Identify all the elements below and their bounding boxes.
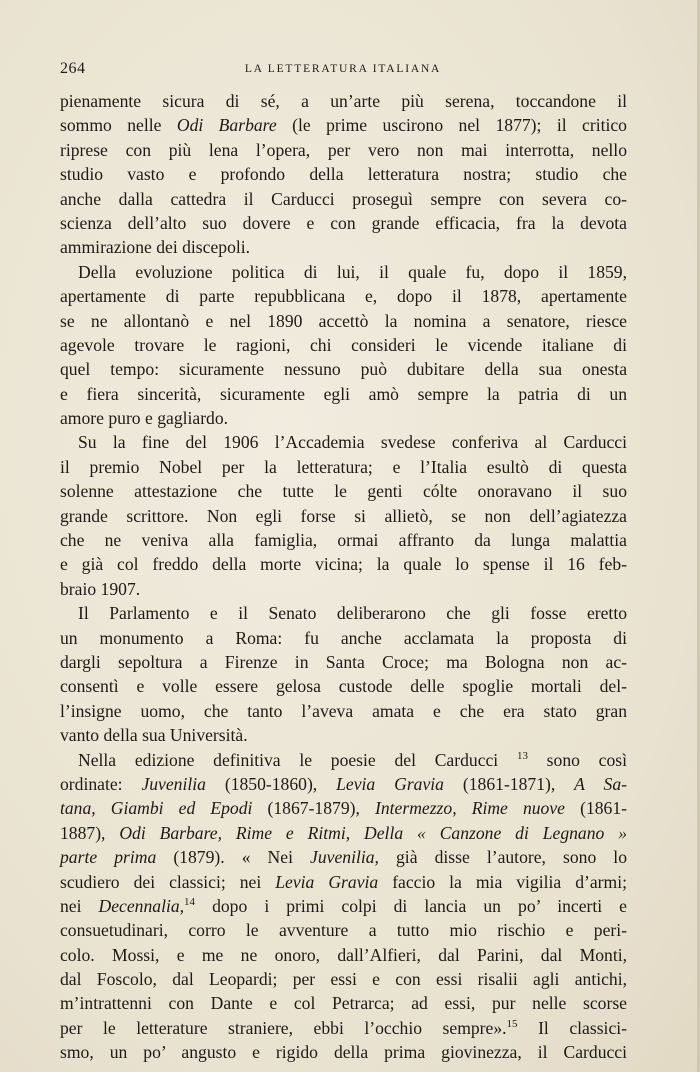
text-line <box>60 991 627 1015</box>
text-line <box>60 650 627 674</box>
text-span: per le letterature straniere, ebbi l’occhio sempre». <box>60 1017 507 1038</box>
text-line <box>60 382 627 406</box>
text-span: dal Foscolo, dal Leopardi; per essi e con essi risalii agli antichi, <box>60 969 627 990</box>
text-span: apertamente di parte repubblicana e, dopo il 1878, apertamente <box>60 286 627 307</box>
text-line <box>60 430 627 454</box>
italic-text: Decennalia, <box>98 895 185 916</box>
text-span: smo, un po’ angusto e rigido della prima giovinezza, il Carducci <box>60 1042 627 1063</box>
text-span: (1867-1879), <box>252 798 375 819</box>
text-line <box>60 211 627 235</box>
text-line <box>60 821 627 845</box>
text-span: m’intrattenni con Dante e col Petrarca; ad essi, pur nelle scorse <box>60 993 627 1014</box>
text-span: e fiera sincerità, sicuramente egli amò sempre la patria di un <box>60 383 627 404</box>
text-span: sono così <box>527 749 627 770</box>
italic-text: Levia Gravia <box>336 773 444 794</box>
text-line <box>60 138 627 162</box>
text-line <box>60 309 627 333</box>
text-span: l’insigne uomo, che tanto l’aveva amata e che era stato gran <box>60 700 627 721</box>
text-span: scudiero dei classici; nei <box>60 871 276 892</box>
text-span: vanto della sua Università. <box>60 725 248 746</box>
text-line <box>60 113 627 137</box>
text-span: nei <box>60 895 99 916</box>
italic-text: Odi Barbare, Rime e Ritmi, Della « Canzone di Legnano » <box>119 822 628 843</box>
text-line <box>60 260 627 284</box>
text-span: quel tempo: sicuramente nessuno può dubitare della sua onesta <box>60 359 627 380</box>
text-line <box>60 577 627 601</box>
text-line <box>60 333 627 357</box>
text-line <box>60 870 627 894</box>
text-line <box>60 406 627 430</box>
text-span: colo. Mossi, e me ne onoro, dall’Alfieri, dal Parini, dal Monti, <box>60 944 627 965</box>
text-line <box>60 674 627 698</box>
text-line <box>60 943 627 967</box>
text-span: Il classici- <box>517 1017 627 1038</box>
text-span: riprese con più lena l’opera, per vero non mai interrotta, nello <box>60 139 627 160</box>
text-span: solenne attestazione che tutte le genti cólte onoravano il suo <box>60 481 627 502</box>
footnote-ref: 14 <box>184 895 196 908</box>
italic-text: parte prima <box>60 847 157 868</box>
page-header <box>60 60 626 78</box>
text-line <box>60 772 627 796</box>
text-line <box>60 504 627 528</box>
text-line <box>60 284 627 308</box>
text-span: consuetudinari, corro le avventure a tutto mio rischio e peri- <box>60 920 627 941</box>
italic-text: tana, Giambi ed Epodi <box>60 798 253 819</box>
text-span: amore puro e gagliardo. <box>60 408 229 429</box>
text-span: Nella edizione definitiva le poesie del Carducci <box>78 749 517 770</box>
italic-text: Intermezzo, Rime nuove <box>375 798 565 819</box>
text-span: e già col freddo della morte vicina; la quale lo spense il 16 feb- <box>60 554 627 575</box>
text-line <box>60 1016 627 1040</box>
body-text <box>60 89 627 1065</box>
text-span: grande scrittore. Non egli forse si allietò, se non dell’agiatezza <box>60 505 627 526</box>
text-line <box>60 552 627 576</box>
italic-text: Odi Barbare <box>176 115 277 136</box>
text-line <box>60 455 627 479</box>
text-line <box>60 479 627 503</box>
text-span: già disse l’autore, sono lo <box>378 847 627 868</box>
text-span: Il Parlamento e il Senato deliberarono che gli fosse eretto <box>78 603 627 624</box>
text-line <box>60 626 627 650</box>
text-span: sommo nelle <box>60 115 177 136</box>
text-span: studio vasto e profondo della letteratura nostra; studio che <box>60 164 627 185</box>
text-line <box>60 894 627 918</box>
text-line <box>60 187 627 211</box>
text-span: dopo i primi colpi di lancia un po’ incerti e <box>195 895 627 916</box>
text-span: braio 1907. <box>60 578 141 599</box>
text-span: Della evoluzione politica di lui, il quale fu, dopo il 1859, <box>78 261 627 282</box>
text-span: (1861- <box>564 798 627 819</box>
italic-text: Juvenilia <box>141 773 206 794</box>
text-span: (le prime uscirono nel 1877); il critico <box>276 115 627 136</box>
footnote-ref: 15 <box>506 1017 518 1030</box>
text-span: agevole trovare le ragioni, chi consideri le vicende italiane di <box>60 334 627 355</box>
page-number: 264 <box>60 60 86 77</box>
text-span: pienamente sicura di sé, a un’arte più serena, toccandone il <box>60 91 627 111</box>
text-span: un monumento a Roma: fu anche acclamata la proposta di <box>60 627 627 648</box>
italic-text: Juvenilia, <box>310 847 379 868</box>
text-line <box>60 699 627 723</box>
text-line <box>60 967 627 991</box>
text-line <box>60 748 627 772</box>
text-line <box>60 235 627 259</box>
text-line <box>60 918 627 942</box>
text-span: ordinate: <box>60 773 142 794</box>
text-span: che ne veniva alla famiglia, ormai affranto da lunga malattia <box>60 530 627 551</box>
text-line <box>60 357 627 381</box>
text-span: consentì e volle essere gelosa custode delle spoglie mortali del- <box>60 676 627 697</box>
text-span: (1861-1871), <box>443 773 575 794</box>
text-span: ammirazione dei discepoli. <box>60 237 251 258</box>
footnote-ref: 13 <box>516 749 528 762</box>
text-span: il premio Nobel per la letteratura; e l’Italia esultò di questa <box>60 456 627 477</box>
text-line <box>60 1040 627 1064</box>
text-span: dargli sepoltura a Firenze in Santa Croce; ma Bologna non ac- <box>60 651 627 672</box>
text-span: Su la fine del 1906 l’Accademia svedese conferiva al Carducci <box>78 432 627 453</box>
text-span: (1850-1860), <box>205 773 337 794</box>
text-span: scienza dell’alto suo dovere e con grande efficacia, fra la devota <box>60 212 627 233</box>
text-span: se ne allontanò e nel 1890 accettò la nomina a senatore, riesce <box>60 310 627 331</box>
text-line <box>60 845 627 869</box>
text-span: (1879). « Nei <box>156 847 311 868</box>
running-head: LA LETTERATURA ITALIANA <box>244 63 442 75</box>
text-span: 1887), <box>60 822 120 843</box>
text-span: anche dalla cattedra il Carducci proseguì sempre con severa co- <box>60 188 627 209</box>
text-line <box>60 162 627 186</box>
text-line <box>60 601 627 625</box>
text-line <box>60 723 627 747</box>
text-line <box>60 796 627 820</box>
text-line <box>60 89 627 113</box>
italic-text: A Sa- <box>574 773 627 794</box>
text-span: faccio la mia vigilia d’armi; <box>378 871 627 892</box>
italic-text: Levia Gravia <box>275 871 379 892</box>
text-line <box>60 528 627 552</box>
